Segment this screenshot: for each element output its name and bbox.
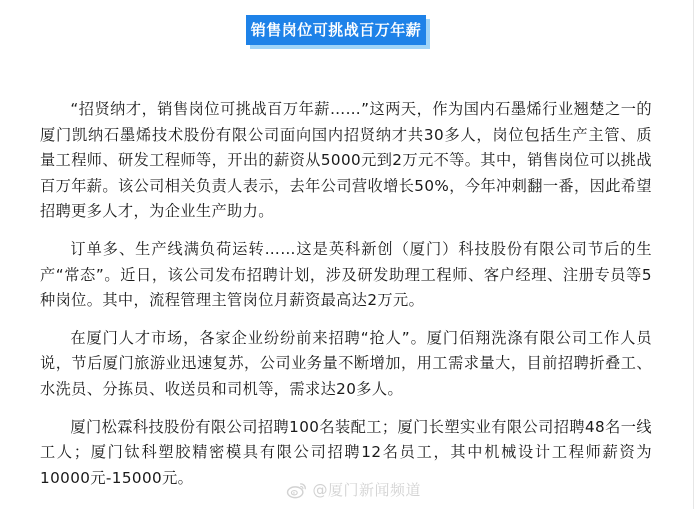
article-title: 销售岗位可挑战百万年薪 <box>246 15 426 45</box>
article-paragraph: 在厦门人才市场，各家企业纷纷前来招聘“抢人”。厦门佰翔洗涤有限公司工作人员说，节后厦门旅游业迅速复苏，公司业务量不断增加，用工需求量大，目前招聘折叠工、水洗员、分拣员、收送员和司机等，需求达20多人。 <box>40 328 652 398</box>
article-paragraph: 订单多、生产线满负荷运转……这是英科新创（厦门）科技股份有限公司节后的生产“常态”。近日，该公司发布招聘计划，涉及研发助理工程师、客户经理、注册专员等5种岗位。其中，流程管理主管岗位月薪资最高达2万元。 <box>40 239 652 310</box>
article-paragraph: 厦门松霖科技股份有限公司招聘100名装配工；厦门长塑实业有限公司招聘48名一线工人；厦门钛科塑胶精密模具有限公司招聘12名员工，其中机械设计工程师薪资为10000元-15000元。 <box>40 417 652 487</box>
weibo-watermark <box>286 479 421 500</box>
watermark-text: @厦门新闻频道 <box>312 481 421 499</box>
weibo-icon <box>286 481 308 499</box>
article-paragraph: “招贤纳才，销售岗位可挑战百万年薪……”这两天，作为国内石墨烯行业翘楚之一的厦门凯纳石墨烯技术股份有限公司面向国内招贤纳才共30多人，岗位包括生产主管、质量工程师、研发工程师等，开出的薪资从5000元到2万元不等。其中，销售岗位可以挑战百万年薪。该公司相关负责人表示，去年公司营收增长50%，今年冲刺翻一番，因此希望招聘更多人才，为企业生产助力。 <box>40 100 652 221</box>
article-body <box>40 97 652 503</box>
